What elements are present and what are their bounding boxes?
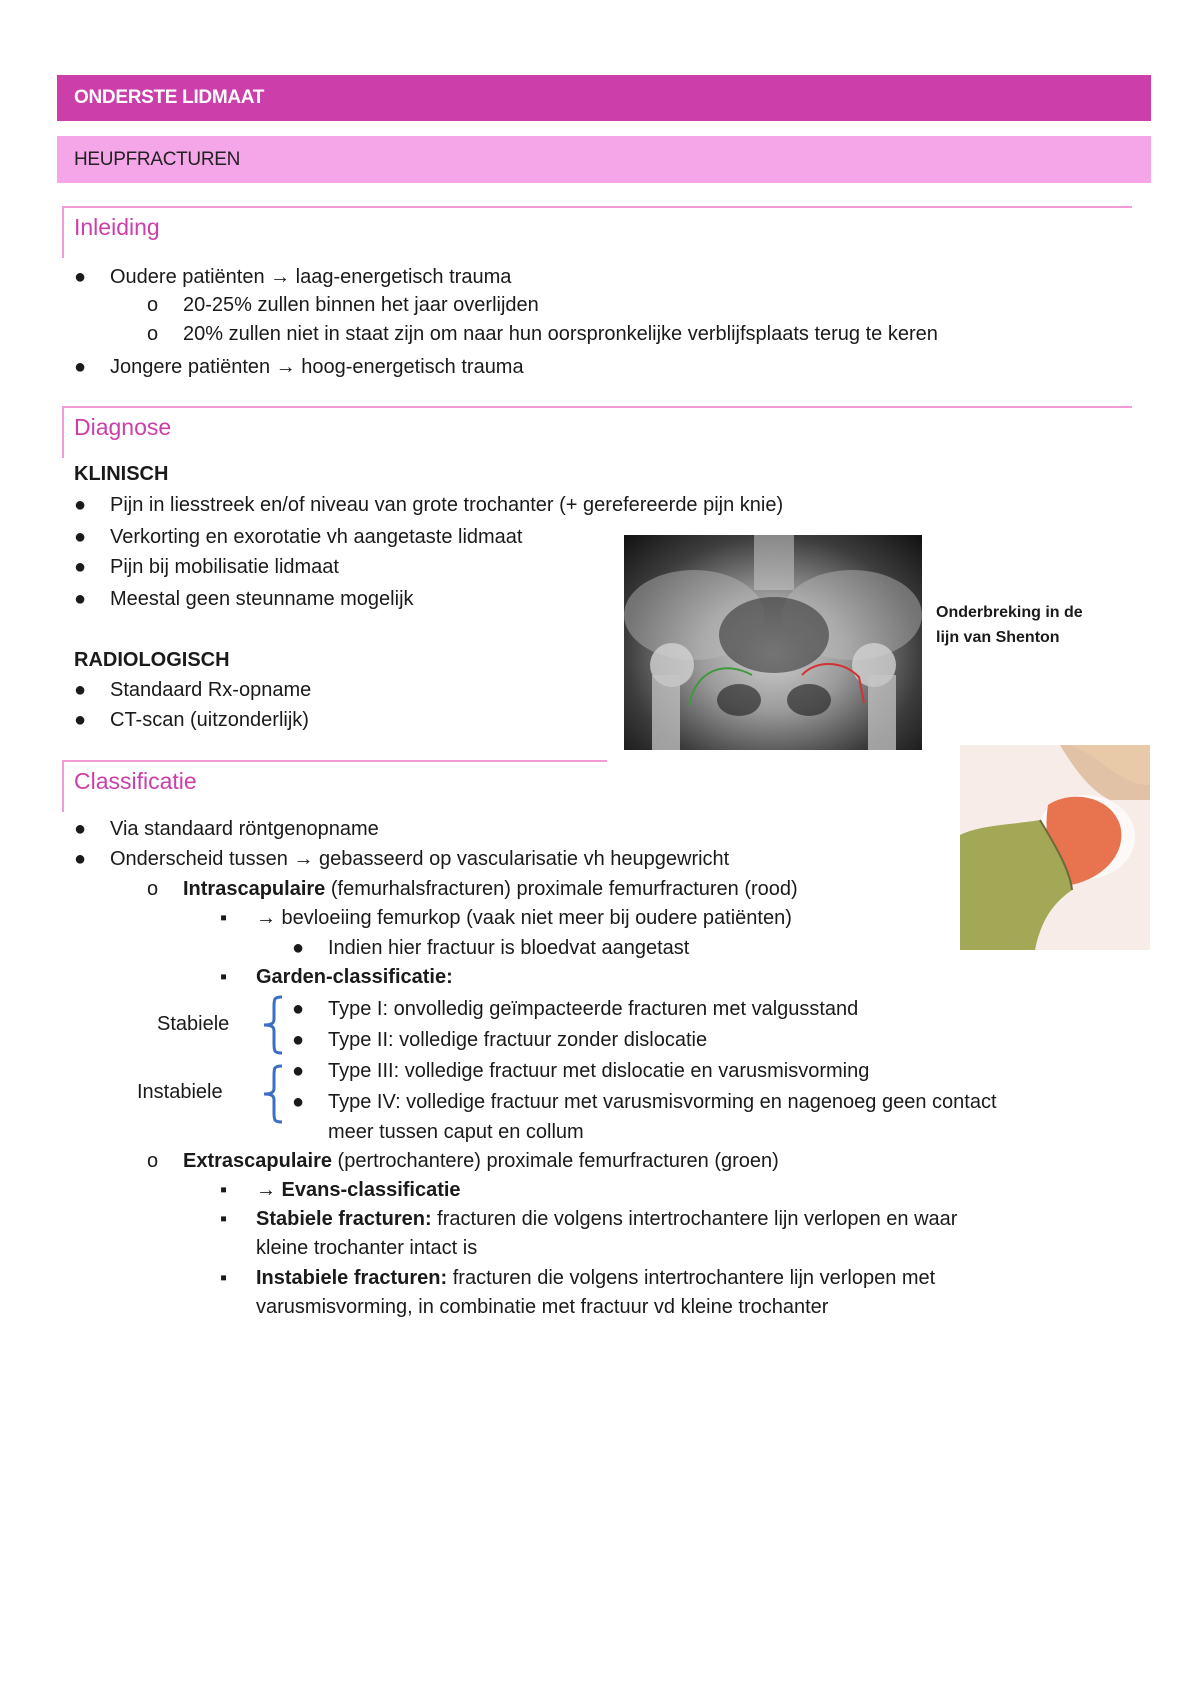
bullet-icon: ●: [74, 679, 87, 701]
list-item-extrascapulaire: Extrascapulaire (pertrochantere) proximale femurfracturen (groen): [183, 1150, 779, 1172]
list-item: Type II: volledige fractuur zonder dislocatie: [328, 1029, 708, 1051]
circle-bullet-icon: o: [147, 878, 159, 900]
list-item: 20% zullen niet in staat zijn om naar hun oorspronkelijke verblijfsplaats terug te keren: [183, 323, 938, 345]
xray-caption-line1: Onderbreking in de: [936, 604, 1083, 621]
heading-inleiding: Inleiding: [62, 206, 1132, 258]
list-item: Standaard Rx-opname: [110, 679, 312, 701]
femur-illustration: [960, 745, 1150, 950]
heading-classificatie: Classificatie: [62, 760, 607, 812]
pelvis-xray-image: [624, 535, 922, 750]
subsection-title-bar: HEUPFRACTUREN: [57, 136, 1151, 183]
square-bullet-icon: ▪: [220, 907, 228, 929]
bullet-icon: ●: [74, 848, 87, 870]
subheading-radiologisch: RADIOLOGISCH: [74, 649, 230, 671]
bullet-icon: ●: [74, 526, 87, 548]
square-bullet-icon: ▪: [220, 1267, 228, 1289]
list-item: Meestal geen steunname mogelijk: [110, 588, 414, 610]
list-item-stabiele-fracturen: Stabiele fracturen: fracturen die volgens intertrochantere lijn verlopen en waar: [256, 1208, 958, 1230]
subheading-klinisch: KLINISCH: [74, 463, 169, 485]
brace-instabiele-icon: [260, 1062, 286, 1126]
list-item-continuation: kleine trochanter intact is: [256, 1237, 478, 1259]
bullet-icon: ●: [292, 1029, 305, 1051]
list-item: Type III: volledige fractuur met dislocatie en varusmisvorming: [328, 1060, 870, 1082]
list-item: Onderscheid tussen → gebasseerd op vascularisatie vh heupgewricht: [110, 848, 730, 870]
list-item: Indien hier fractuur is bloedvat aangetast: [328, 937, 690, 959]
list-item: Type I: onvolledig geïmpacteerde fracturen met valgusstand: [328, 998, 859, 1020]
xray-caption-line2: lijn van Shenton: [936, 629, 1060, 646]
bullet-icon: ●: [292, 998, 305, 1020]
list-item: Type IV: volledige fractuur met varusmisvorming en nagenoeg geen contact: [328, 1091, 997, 1113]
list-item: Oudere patiënten → laag-energetisch trauma: [110, 266, 512, 288]
bullet-icon: ●: [292, 937, 305, 959]
list-item: 20-25% zullen binnen het jaar overlijden: [183, 294, 539, 316]
bullet-icon: ●: [74, 556, 87, 578]
list-item-evans: → Evans-classificatie: [256, 1179, 461, 1201]
bullet-icon: ●: [74, 709, 87, 731]
bullet-icon: ●: [292, 1060, 305, 1082]
list-item-continuation: meer tussen caput en collum: [328, 1121, 584, 1143]
circle-bullet-icon: o: [147, 1150, 159, 1172]
list-item: Jongere patiënten → hoog-energetisch trauma: [110, 356, 524, 378]
list-item: Verkorting en exorotatie vh aangetaste lidmaat: [110, 526, 523, 548]
label-stabiele: Stabiele: [157, 1013, 230, 1035]
bullet-icon: ●: [74, 494, 87, 516]
list-item: Pijn bij mobilisatie lidmaat: [110, 556, 339, 578]
square-bullet-icon: ▪: [220, 1208, 228, 1230]
brace-stabiele-icon: [260, 993, 286, 1057]
square-bullet-icon: ▪: [220, 966, 228, 988]
bullet-icon: ●: [74, 266, 87, 288]
section-title-bar: ONDERSTE LIDMAAT: [57, 75, 1151, 121]
list-item-instabiele-fracturen: Instabiele fracturen: fracturen die volgens intertrochantere lijn verlopen met: [256, 1267, 936, 1289]
bullet-icon: ●: [74, 588, 87, 610]
bullet-icon: ●: [74, 818, 87, 840]
label-instabiele: Instabiele: [137, 1081, 223, 1103]
list-item-continuation: varusmisvorming, in combinatie met fractuur vd kleine trochanter: [256, 1296, 829, 1318]
list-item-intrascapulaire: Intrascapulaire (femurhalsfracturen) proximale femurfracturen (rood): [183, 878, 798, 900]
circle-bullet-icon: o: [147, 294, 159, 316]
bullet-icon: ●: [292, 1091, 305, 1113]
list-item: Pijn in liesstreek en/of niveau van grote trochanter (+ gerefereerde pijn knie): [110, 494, 784, 516]
heading-diagnose: Diagnose: [62, 406, 1132, 458]
bullet-icon: ●: [74, 356, 87, 378]
list-item: → bevloeiing femurkop (vaak niet meer bij oudere patiënten): [256, 907, 792, 929]
list-item: Via standaard röntgenopname: [110, 818, 379, 840]
circle-bullet-icon: o: [147, 323, 159, 345]
list-item-garden: Garden-classificatie:: [256, 966, 453, 988]
list-item: CT-scan (uitzonderlijk): [110, 709, 309, 731]
square-bullet-icon: ▪: [220, 1179, 228, 1201]
